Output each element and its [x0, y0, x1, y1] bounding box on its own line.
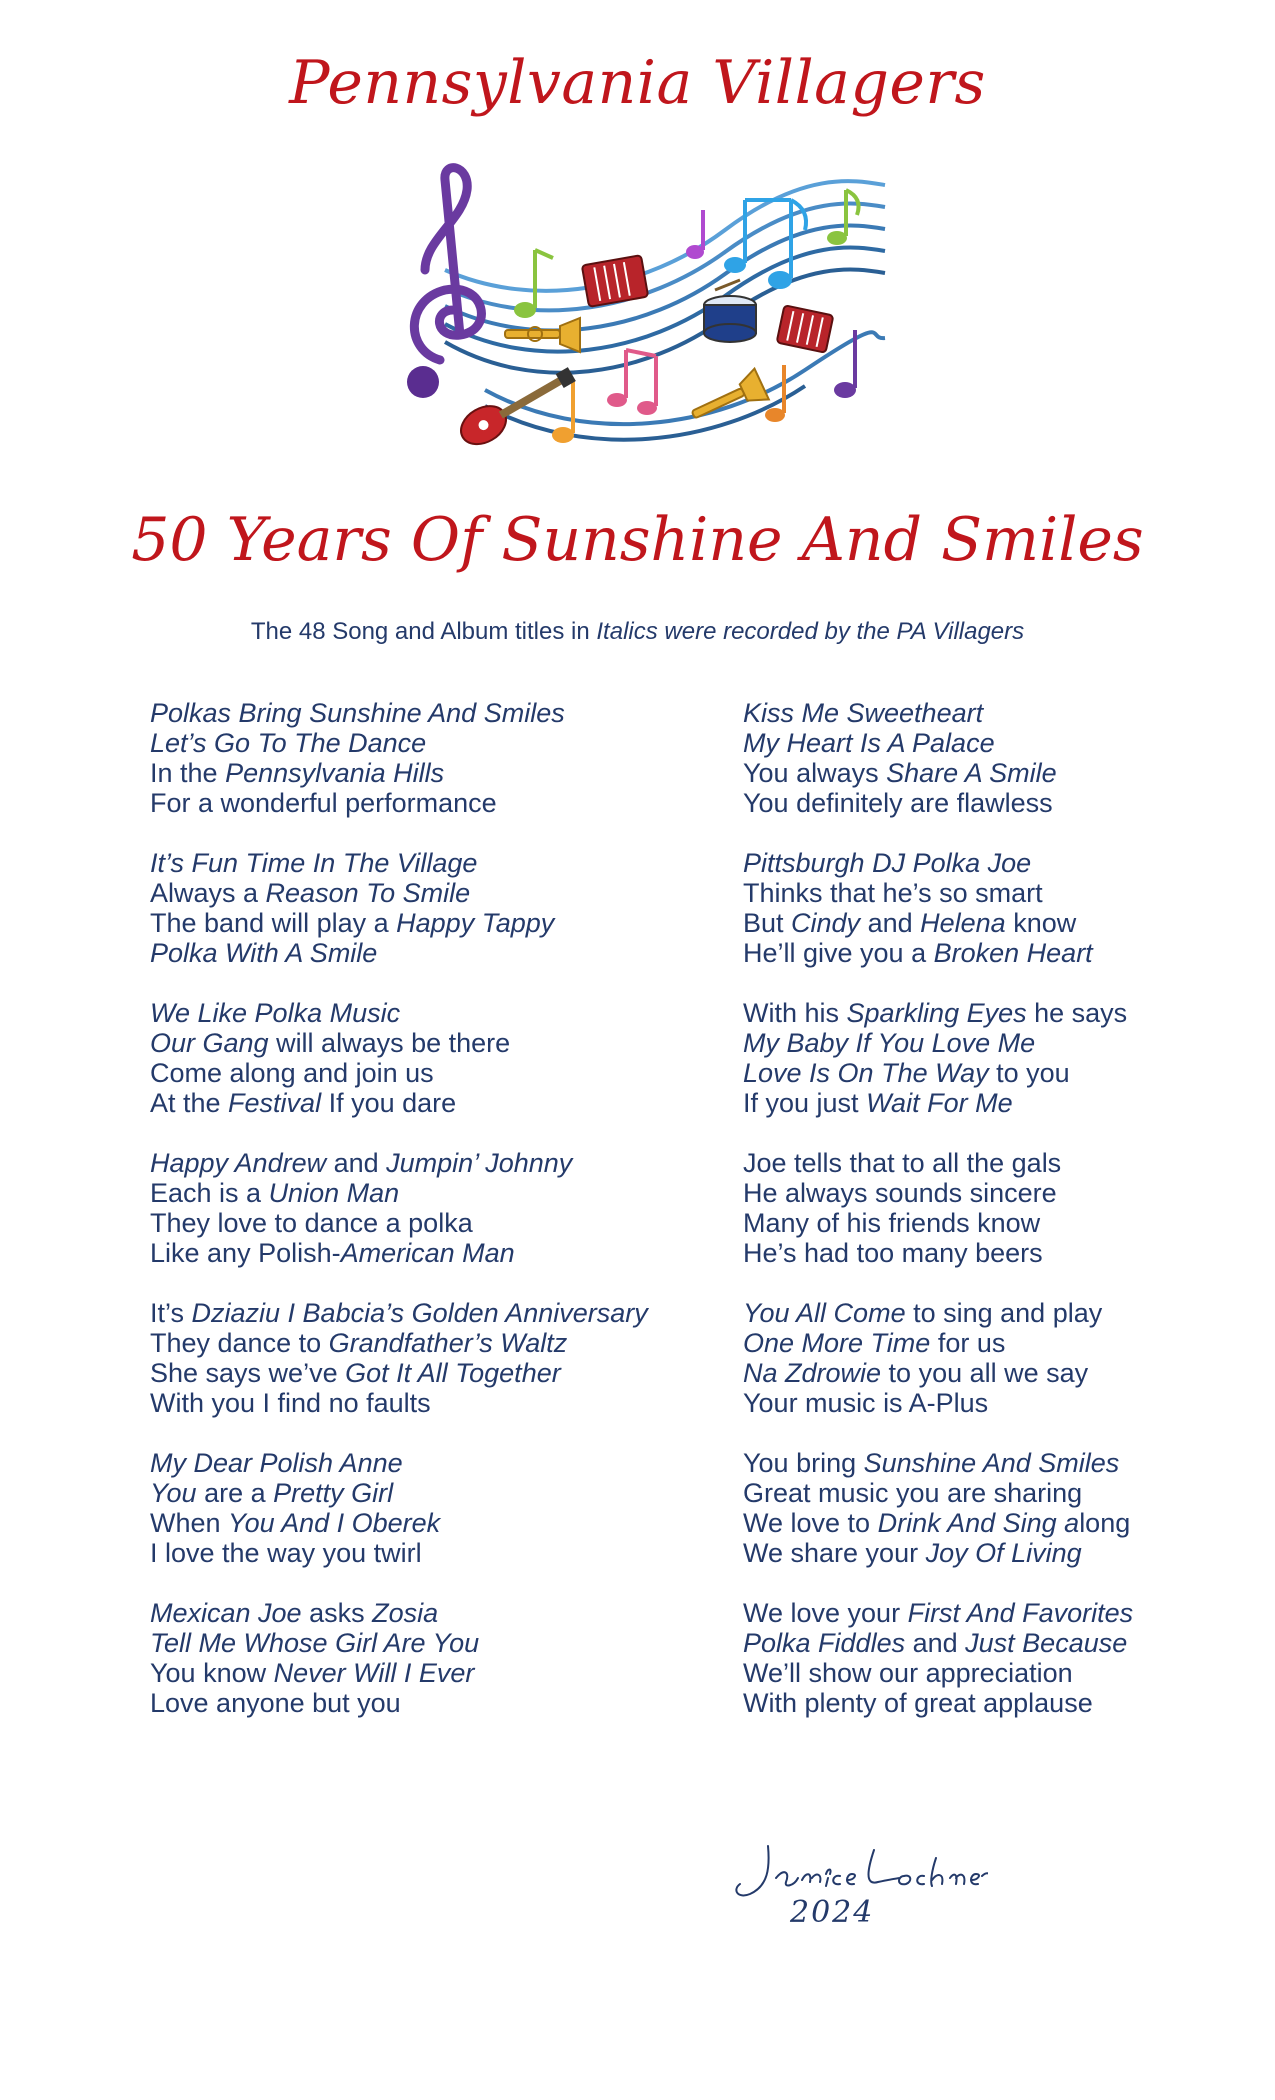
song-title-text: Just Because [965, 1628, 1128, 1658]
line-text: They love to dance a polka [150, 1208, 473, 1238]
poem-line [743, 1508, 1275, 1538]
poem-line [150, 848, 710, 878]
stanza [150, 698, 710, 818]
line-text: Great music you are sharing [743, 1478, 1083, 1508]
song-title-text: Got It All Together [345, 1358, 561, 1388]
stanza [743, 848, 1275, 968]
poem-line [743, 1028, 1275, 1058]
song-title-text: My Heart Is A Palace [743, 728, 995, 758]
line-text: We’ll show our appreciation [743, 1658, 1073, 1688]
song-title-text: Share A Smile [886, 758, 1057, 788]
stanza [150, 1448, 710, 1568]
song-title-text: American Man [340, 1238, 515, 1268]
poem-line [150, 1688, 710, 1718]
song-title-text: Polka Fiddles [743, 1628, 906, 1658]
line-text: If you dare [321, 1088, 457, 1118]
stanza [743, 1598, 1275, 1718]
line-text: and [860, 908, 921, 938]
line-text: With you I find no faults [150, 1388, 431, 1418]
stanza [150, 848, 710, 968]
line-text: and [905, 1628, 966, 1658]
song-title-text: Mexican Joe [150, 1598, 302, 1628]
poem-line [150, 728, 710, 758]
song-title-text: Pretty Girl [273, 1478, 394, 1508]
line-text: He’s had too many beers [743, 1238, 1043, 1268]
poem-line [150, 698, 710, 728]
stanza [743, 698, 1275, 818]
line-text: They dance to [150, 1328, 329, 1358]
line-text: he says [1026, 998, 1128, 1028]
poem-line [743, 1598, 1275, 1628]
song-title-text: You All Come [743, 1298, 906, 1328]
song-title-text: Let’s Go To The Dance [150, 728, 427, 758]
poem-line [150, 1238, 710, 1268]
poem-line [743, 1358, 1275, 1388]
line-text: Each is a [150, 1178, 269, 1208]
line-text: You know [150, 1658, 274, 1688]
stanza [743, 1448, 1275, 1568]
line-text: for us [930, 1328, 1006, 1358]
line-text: You bring [743, 1448, 864, 1478]
line-text: asks [301, 1598, 373, 1628]
poem-line [150, 1148, 710, 1178]
song-title-text: Broken Heart [933, 938, 1093, 968]
line-text: are a [196, 1478, 274, 1508]
song-title-text: Na Zdrowie [743, 1358, 882, 1388]
poem-line [743, 698, 1275, 728]
poem-line [743, 1148, 1275, 1178]
poem-line [743, 728, 1275, 758]
stanza [743, 1148, 1275, 1268]
poem-line [743, 1448, 1275, 1478]
song-title-text: Union Man [268, 1178, 400, 1208]
song-title-text: Polka With A Smile [150, 938, 378, 968]
line-text: You definitely are flawless [743, 788, 1053, 818]
stanza [150, 1298, 710, 1418]
line-text: But [743, 908, 792, 938]
song-title-text: Festival [228, 1088, 322, 1118]
poem-line [743, 998, 1275, 1028]
song-title-text: Reason To Smile [265, 878, 471, 908]
stanza [150, 998, 710, 1118]
poem-line [743, 1538, 1275, 1568]
line-text: know [1005, 908, 1077, 938]
poem-title: 50 Years Of Sunshine And Smiles [131, 505, 1144, 575]
song-title-text: Zosia [372, 1598, 439, 1628]
poem-line [150, 1058, 710, 1088]
line-text: You always [743, 758, 887, 788]
song-title-text: You [150, 1478, 197, 1508]
line-text: For a wonderful performance [150, 788, 497, 818]
line-text: will always be there [268, 1028, 511, 1058]
poem-column-left [150, 698, 710, 1748]
line-text: He always sounds sincere [743, 1178, 1057, 1208]
poem-line [150, 1208, 710, 1238]
song-title-text: Pittsburgh DJ Polka Joe [743, 848, 1032, 878]
line-text: Many of his friends know [743, 1208, 1041, 1238]
song-title-text: Happy Andrew [150, 1148, 327, 1178]
poem-line [150, 1598, 710, 1628]
song-title-text: Tell Me Whose Girl Are You [150, 1628, 480, 1658]
poem-line [150, 1088, 710, 1118]
music-notes-illustration-icon [385, 160, 905, 460]
poem-line [150, 1508, 710, 1538]
song-title-text: Polkas Bring Sunshine And Smiles [150, 698, 565, 728]
poem-line [150, 998, 710, 1028]
song-title-text: Happy Tappy [396, 908, 555, 938]
italics-note-plain: The 48 Song and Album titles in [250, 618, 597, 645]
poem-line [743, 1088, 1275, 1118]
song-title-text: Helena [920, 908, 1006, 938]
line-text: We share your [743, 1538, 926, 1568]
song-title-text: Sparkling Eyes [846, 998, 1027, 1028]
song-title-text: Cindy [791, 908, 861, 938]
stanza [150, 1148, 710, 1268]
poem-line [150, 788, 710, 818]
line-text: to you [988, 1058, 1070, 1088]
poem-line [150, 1448, 710, 1478]
poem-line [743, 1478, 1275, 1508]
song-title-text: Drink And Sing a [877, 1508, 1080, 1538]
poem-line [150, 908, 710, 938]
poem-line [743, 758, 1275, 788]
line-text: The band will play a [150, 908, 397, 938]
poem-line [743, 1238, 1275, 1268]
song-title-text: First And Favorites [907, 1598, 1134, 1628]
line-text: Come along and join us [150, 1058, 434, 1088]
line-text: We love to [743, 1508, 878, 1538]
poem-line [743, 1628, 1275, 1658]
poem-line [150, 938, 710, 968]
song-title-text: Sunshine And Smiles [863, 1448, 1120, 1478]
song-title-text: Dziaziu I Babcia’s Golden Anniversary [191, 1298, 648, 1328]
italics-note [0, 618, 1275, 646]
song-title-text: Our Gang [150, 1028, 269, 1058]
line-text: She says we’ve [150, 1358, 346, 1388]
poem-line [743, 938, 1275, 968]
song-title-text: My Dear Polish Anne [150, 1448, 403, 1478]
line-text: If you just [743, 1088, 867, 1118]
poem-line [743, 1688, 1275, 1718]
poem-line [743, 1388, 1275, 1418]
line-text: It’s [150, 1298, 192, 1328]
poem-line [743, 1178, 1275, 1208]
line-text: to sing and play [905, 1298, 1103, 1328]
line-text: Love anyone but you [150, 1688, 401, 1718]
song-title-text: Love Is On The Way [743, 1058, 989, 1088]
poem-line [743, 878, 1275, 908]
stanza [743, 998, 1275, 1118]
line-text: Thinks that he’s so smart [743, 878, 1043, 908]
line-text: Joe tells that to all the gals [743, 1148, 1062, 1178]
line-text: We love your [743, 1598, 908, 1628]
page-title: Pennsylvania Villagers [289, 48, 986, 118]
poem-line [743, 788, 1275, 818]
poem-line [150, 1658, 710, 1688]
song-title-text: It’s Fun Time In The Village [150, 848, 478, 878]
poem-line [150, 758, 710, 788]
stanza [743, 1298, 1275, 1418]
song-title-text: Jumpin’ Johnny [386, 1148, 573, 1178]
poem-line [743, 848, 1275, 878]
line-text: He’ll give you a [743, 938, 934, 968]
poem-line [743, 1658, 1275, 1688]
poem-line [150, 878, 710, 908]
poem-line [150, 1628, 710, 1658]
line-text: Like any Polish- [150, 1238, 341, 1268]
poem-line [150, 1328, 710, 1358]
line-text: I love the way you twirl [150, 1538, 422, 1568]
line-text: With his [743, 998, 847, 1028]
poem-line [743, 1208, 1275, 1238]
poem-line [150, 1358, 710, 1388]
italics-note-italic: Italics were recorded by the PA Villagers [596, 618, 1025, 645]
poem-line [150, 1298, 710, 1328]
poem-line [743, 1298, 1275, 1328]
poem-line [743, 1058, 1275, 1088]
line-text: and [326, 1148, 387, 1178]
poem-line [150, 1028, 710, 1058]
line-text: long [1079, 1508, 1131, 1538]
poem-line [150, 1388, 710, 1418]
song-title-text: Joy Of Living [925, 1538, 1082, 1568]
song-title-text: We Like Polka Music [150, 998, 401, 1028]
song-title-text: Never Will I Ever [273, 1658, 475, 1688]
line-text: In the [150, 758, 226, 788]
poem-line [743, 1328, 1275, 1358]
line-text: When [150, 1508, 229, 1538]
poem-line [150, 1178, 710, 1208]
line-text: Your music is A-Plus [743, 1388, 989, 1418]
song-title-text: Pennsylvania Hills [225, 758, 445, 788]
stanza [150, 1598, 710, 1718]
line-text: With plenty of great applause [743, 1688, 1093, 1718]
song-title-text: One More Time [743, 1328, 931, 1358]
song-title-text: Wait For Me [866, 1088, 1013, 1118]
poem-line [743, 908, 1275, 938]
poem-line [150, 1538, 710, 1568]
song-title-text: My Baby If You Love Me [743, 1028, 1036, 1058]
song-title-text: You And I Oberek [228, 1508, 441, 1538]
poem-column-right [743, 698, 1275, 1748]
line-text: At the [150, 1088, 229, 1118]
song-title-text: Grandfather’s Waltz [328, 1328, 568, 1358]
signature-year: 2024 [790, 1895, 875, 1930]
line-text: Always a [150, 878, 266, 908]
poem-line [150, 1478, 710, 1508]
line-text: to you all we say [881, 1358, 1089, 1388]
song-title-text: Kiss Me Sweetheart [743, 698, 984, 728]
